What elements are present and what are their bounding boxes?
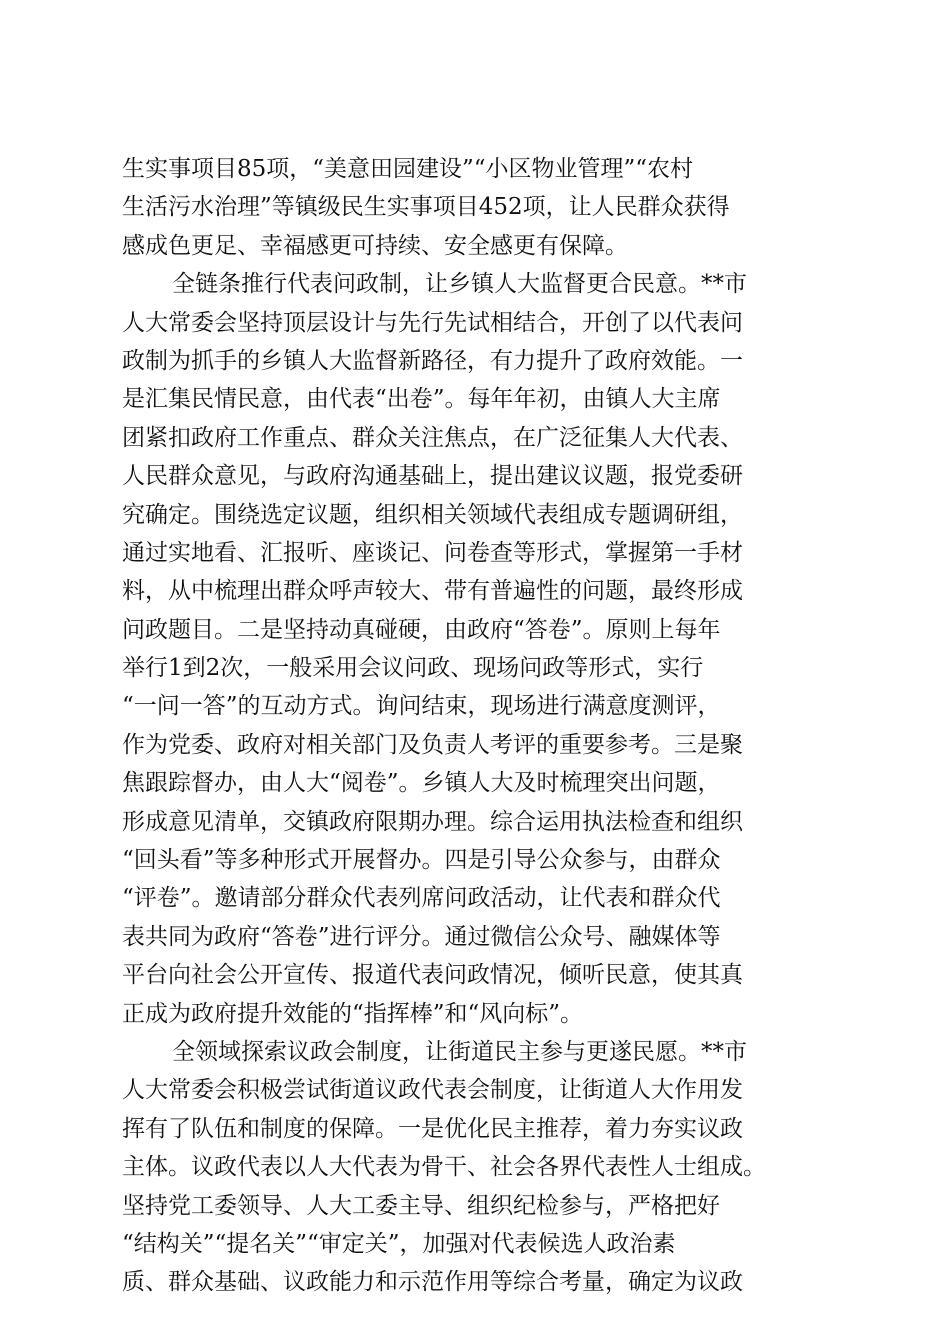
text-line: 举行1到2次，一般采用会议问政、现场问政等形式，实行: [122, 655, 704, 682]
text-line: 主体。议政代表以人大代表为骨干、社会各界代表性人士组成。: [122, 1154, 766, 1181]
text-line: 通过实地看、汇报听、座谈记、问卷查等形式，掌握第一手材: [122, 539, 743, 566]
text-line: “评卷”。邀请部分群众代表列席问政活动，让代表和群众代: [122, 885, 721, 912]
text-line: 团紧扣政府工作重点、群众关注焦点，在广泛征集人大代表、: [122, 424, 743, 451]
text-line: 料，从中梳理出群众呼声较大、带有普遍性的问题，最终形成: [122, 578, 743, 605]
text-line: 人大常委会坚持顶层设计与先行先试相结合，开创了以代表问: [122, 309, 743, 336]
text-line: 问政题目。二是坚持动真碰硬，由政府“答卷”。原则上每年: [122, 616, 721, 643]
paragraph-first-line: 全领域探索议政会制度，让街道民主参与更遂民愿。**市: [172, 1038, 747, 1065]
text-line: 作为党委、政府对相关部门及负责人考评的重要参考。三是聚: [122, 731, 743, 758]
paragraph-first-line: 全链条推行代表问政制，让乡镇人大监督更合民意。**市: [172, 271, 747, 298]
text-line: 挥有了队伍和制度的保障。一是优化民主推荐，着力夯实议政: [122, 1115, 743, 1142]
text-line: 感成色更足、幸福感更可持续、安全感更有保障。: [122, 232, 628, 259]
document-body-text: [122, 150, 832, 1302]
text-line: 生实事项目85项，“美意田园建设”“小区物业管理”“农村: [122, 156, 694, 182]
text-line: 人民群众意见，与政府沟通基础上，提出建议议题，报党委研: [122, 463, 743, 490]
text-line: “回头看”等多种形式开展督办。四是引导公众参与，由群众: [122, 847, 721, 874]
text-line: 坚持党工委领导、人大工委主导、组织纪检参与，严格把好: [122, 1192, 720, 1219]
text-line: 焦跟踪督办，由人大“阅卷”。乡镇人大及时梳理突出问题，: [122, 770, 721, 797]
text-line: 形成意见清单，交镇政府限期办理。综合运用执法检查和组织: [122, 808, 743, 835]
text-line: 质、群众基础、议政能力和示范作用等综合考量，确定为议政: [122, 1269, 743, 1296]
text-line: 人大常委会积极尝试街道议政代表会制度，让街道人大作用发: [122, 1077, 743, 1104]
text-line: 是汇集民情民意，由代表“出卷”。每年年初，由镇人大主席: [122, 386, 721, 413]
text-line: 究确定。围绕选定议题，组织相关领域代表组成专题调研组，: [122, 501, 743, 528]
text-line: 正成为政府提升效能的“指挥棒”和“风向标”。: [122, 1000, 584, 1027]
text-line: 平台向社会公开宣传、报道代表问政情况，倾听民意，使其真: [122, 962, 743, 989]
text-line: 政制为抓手的乡镇人大监督新路径，有力提升了政府效能。一: [122, 347, 743, 374]
text-line: “一问一答”的互动方式。询问结束，现场进行满意度测评，: [122, 693, 721, 720]
text-line: “结构关”“提名关”“审定关”，加强对代表候选人政治素: [122, 1230, 676, 1257]
text-line: 生活污水治理”等镇级民生实事项目452项，让人民群众获得: [122, 194, 730, 221]
text-line: 表共同为政府“答卷”进行评分。通过微信公众号、融媒体等: [122, 923, 721, 950]
